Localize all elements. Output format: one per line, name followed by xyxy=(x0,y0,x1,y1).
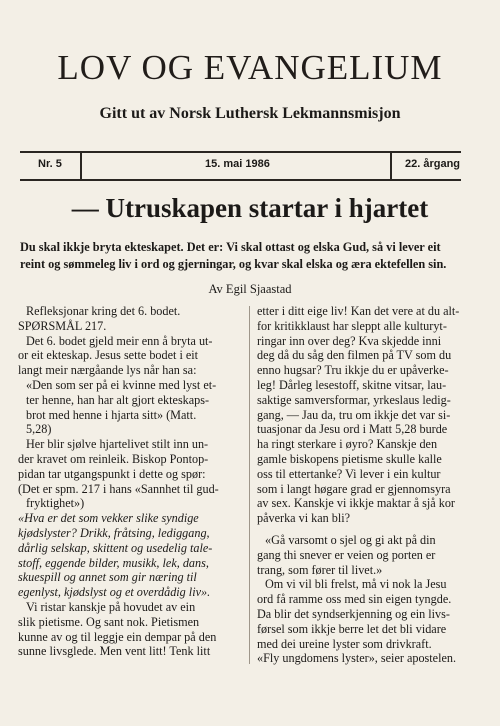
text-line: av sex. Kanskje vi ikkje maktar å sjå kor xyxy=(257,496,455,511)
text-line: gang thi snever er veien og porten er xyxy=(257,547,436,562)
lead-line: reint og sømmeleg liv i ord og gjerningar, og kvar skal elska og æra ektefellen sin. xyxy=(20,257,447,271)
text-line: leg! Dårleg lesestoff, skitne vitsar, lau- xyxy=(257,377,447,392)
text-line: deg då du såg den filmen på TV som du xyxy=(257,348,452,363)
text-line: brot med henne i hjarta sitt» (Matt. xyxy=(26,407,197,422)
text-line: SPØRSMÅL 217. xyxy=(18,318,107,333)
article-headline: — Utruskapen startar i hjartet xyxy=(71,193,429,223)
text-line: ringar inn over deg? Kva skjedde inni xyxy=(257,333,442,348)
text-line: slik pietisme. Og sant nok. Pietismen xyxy=(18,614,200,629)
text-line: oss til ettertanke? Vi lever i ein kultur xyxy=(257,466,441,481)
masthead-subtitle: Gitt ut av Norsk Luthersk Lekmannsmisjon xyxy=(99,105,401,122)
text-line: Om vi vil bli frelst, må vi nok la Jesu xyxy=(265,577,447,592)
text-line: tuasjonar da Jesu ord i Matt 5,28 burde xyxy=(257,422,448,437)
text-line: førsel som ikkje berre let det bli vidare xyxy=(257,621,447,636)
volume-label: 22. årgang xyxy=(405,158,461,170)
quote-line: kjødslyster? Drikk, fråtsing, lediggang, xyxy=(18,525,210,540)
text-line: med dei ureine lyster som drivkraft. xyxy=(257,636,432,651)
issue-number: Nr. 5 xyxy=(38,158,62,170)
text-line: kunne av og til leggje ein dempar på den xyxy=(18,629,217,644)
text-line: påverka vi kan bli? xyxy=(257,511,351,526)
text-line: Det 6. bodet gjeld meir enn å bryta ut- xyxy=(26,333,213,348)
left-column xyxy=(18,304,245,659)
text-line: ter henne, han har alt gjort ekteskaps- xyxy=(26,392,210,407)
masthead-title: LOV OG EVANGELIUM xyxy=(57,48,443,87)
issue-date: 15. mai 1986 xyxy=(205,158,270,170)
text-line: fryktighet») xyxy=(26,496,85,511)
quote-line: egenlyst, kjødslyst og et overdådig liv». xyxy=(18,585,211,600)
text-line: ord få ramme oss med sin eigen tyngde. xyxy=(257,592,452,607)
right-column xyxy=(257,304,467,666)
text-line: or eit ekteskap. Jesus sette bodet i eit xyxy=(18,348,199,363)
text-line: «Fly ungdomens lyster», seier apostelen. xyxy=(257,651,457,666)
quote-line: «Hva er det som vekker slike syndige xyxy=(18,511,199,526)
text-line: gang, — Jau da, tru om ikkje det var si- xyxy=(257,407,451,422)
text-line: «Den som ser på ei kvinne med lyst et- xyxy=(26,377,217,392)
text-line: Vi ristar kanskje på hovudet av ein xyxy=(26,599,196,614)
quote-line: stoff, eggende bilder, musikk, lek, dans, xyxy=(18,555,209,570)
text-line: ha ringt sterkare i øyro? Kanskje den xyxy=(257,437,438,452)
text-line: trang, som fører til livet.» xyxy=(257,562,383,577)
text-line: langt meir nærgåande lys når han sa: xyxy=(18,363,197,378)
text-line: som i langt høgare grad er gjennomsyra xyxy=(257,481,451,496)
text-line: pidan tar utgangspunkt i dette og spør: xyxy=(18,466,206,481)
text-line: enno hugsar? Tru ikkje du er upåverke- xyxy=(257,363,449,378)
text-line: sunne livsglede. Men vent litt! Tenk litt xyxy=(18,644,211,659)
text-line: Da blir det syndserkjenning og ein livs- xyxy=(257,606,450,621)
issue-info-bar xyxy=(20,151,461,181)
text-line: 5,28) xyxy=(26,422,52,437)
text-line: (Det er spm. 217 i hans «Sannhet til gud- xyxy=(18,481,219,496)
text-line: saktige samversformar, yrkeslaus ledig- xyxy=(257,392,451,407)
text-line: Refleksjonar kring det 6. bodet. xyxy=(26,304,181,318)
text-line: gamle biskopens pietisme skulle kalle xyxy=(257,451,442,466)
column-divider xyxy=(249,306,250,664)
article-byline: Av Egil Sjaastad xyxy=(208,282,292,296)
text-line: etter i ditt eige liv! Kan det vere at du alt- xyxy=(257,304,460,318)
quote-line: skuespill og annet som gir næring til xyxy=(18,570,197,585)
info-bar-divider xyxy=(80,153,82,179)
text-line: der kravet om reinleik. Biskop Pontop- xyxy=(18,451,209,466)
text-line: for kritikklaust har sleppt alle kulturyt- xyxy=(257,318,447,333)
text-line: «Gå varsomt o sjel og gi akt på din xyxy=(265,532,436,547)
info-bar-divider xyxy=(390,153,392,179)
text-line: Her blir sjølve hjartelivet stilt inn un- xyxy=(26,437,209,452)
quote-line: dårlig selskap, skittent og usedelig tale- xyxy=(18,540,213,555)
article-lead xyxy=(20,239,461,273)
lead-line: Du skal ikkje bryta ekteskapet. Det er: Vi skal ottast og elska Gud, så vi lever eit xyxy=(20,240,441,254)
